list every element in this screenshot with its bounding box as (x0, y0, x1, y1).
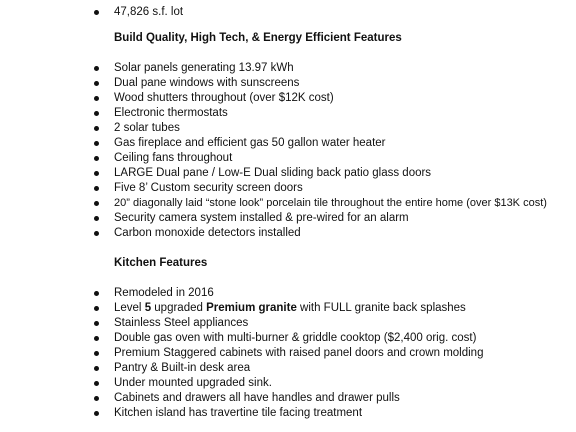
list-item: Premium Staggered cabinets with raised panel doors and crown molding (114, 347, 484, 359)
section-heading-build-quality: Build Quality, High Tech, & Energy Efficient Features (114, 32, 402, 44)
list-item: Pantry & Built-in desk area (114, 362, 251, 374)
granite-text-4: Premium granite (206, 302, 297, 314)
list-item-granite (114, 301, 466, 315)
list-item: Wood shutters throughout (over $12K cost) (114, 92, 334, 104)
list-item: 20” diagonally laid “stone look” porcelain tile throughout the entire home (over $13K cost) (114, 197, 547, 209)
list-item: Dual pane windows with sunscreens (114, 77, 300, 89)
granite-text-2: 5 (144, 302, 152, 314)
list-item: Remodeled in 2016 (114, 287, 214, 299)
list-item: Five 8’ Custom security screen doors (114, 182, 303, 194)
list-item: LARGE Dual pane / Low-E Dual sliding back patio glass doors (114, 167, 432, 179)
list-item: Stainless Steel appliances (114, 317, 249, 329)
list-item-lot-size: 47,826 s.f. lot (114, 6, 184, 18)
list-item: Cabinets and drawers all have handles and drawer pulls (114, 392, 400, 404)
list-item: Carbon monoxide detectors installed (114, 227, 301, 239)
list-item: Security camera system installed & pre-wired for an alarm (114, 212, 409, 224)
list-item: Under mounted upgraded sink. (114, 377, 272, 389)
list-item: Ceiling fans throughout (114, 152, 233, 164)
list-item: Solar panels generating 13.97 kWh (114, 62, 294, 74)
list-item: Gas fireplace and efficient gas 50 gallon water heater (114, 137, 386, 149)
section-heading-kitchen: Kitchen Features (114, 257, 208, 269)
list-item: Kitchen island has travertine tile facing treatment (114, 407, 363, 419)
list-item: Double gas oven with multi-burner & griddle cooktop ($2,400 orig. cost) (114, 332, 477, 344)
list-item: Electronic thermostats (114, 107, 228, 119)
granite-text-5: with FULL granite back splashes (296, 302, 466, 314)
list-item: 2 solar tubes (114, 122, 180, 134)
granite-text-1: Level (114, 302, 145, 314)
granite-text-3: upgraded (151, 302, 207, 314)
